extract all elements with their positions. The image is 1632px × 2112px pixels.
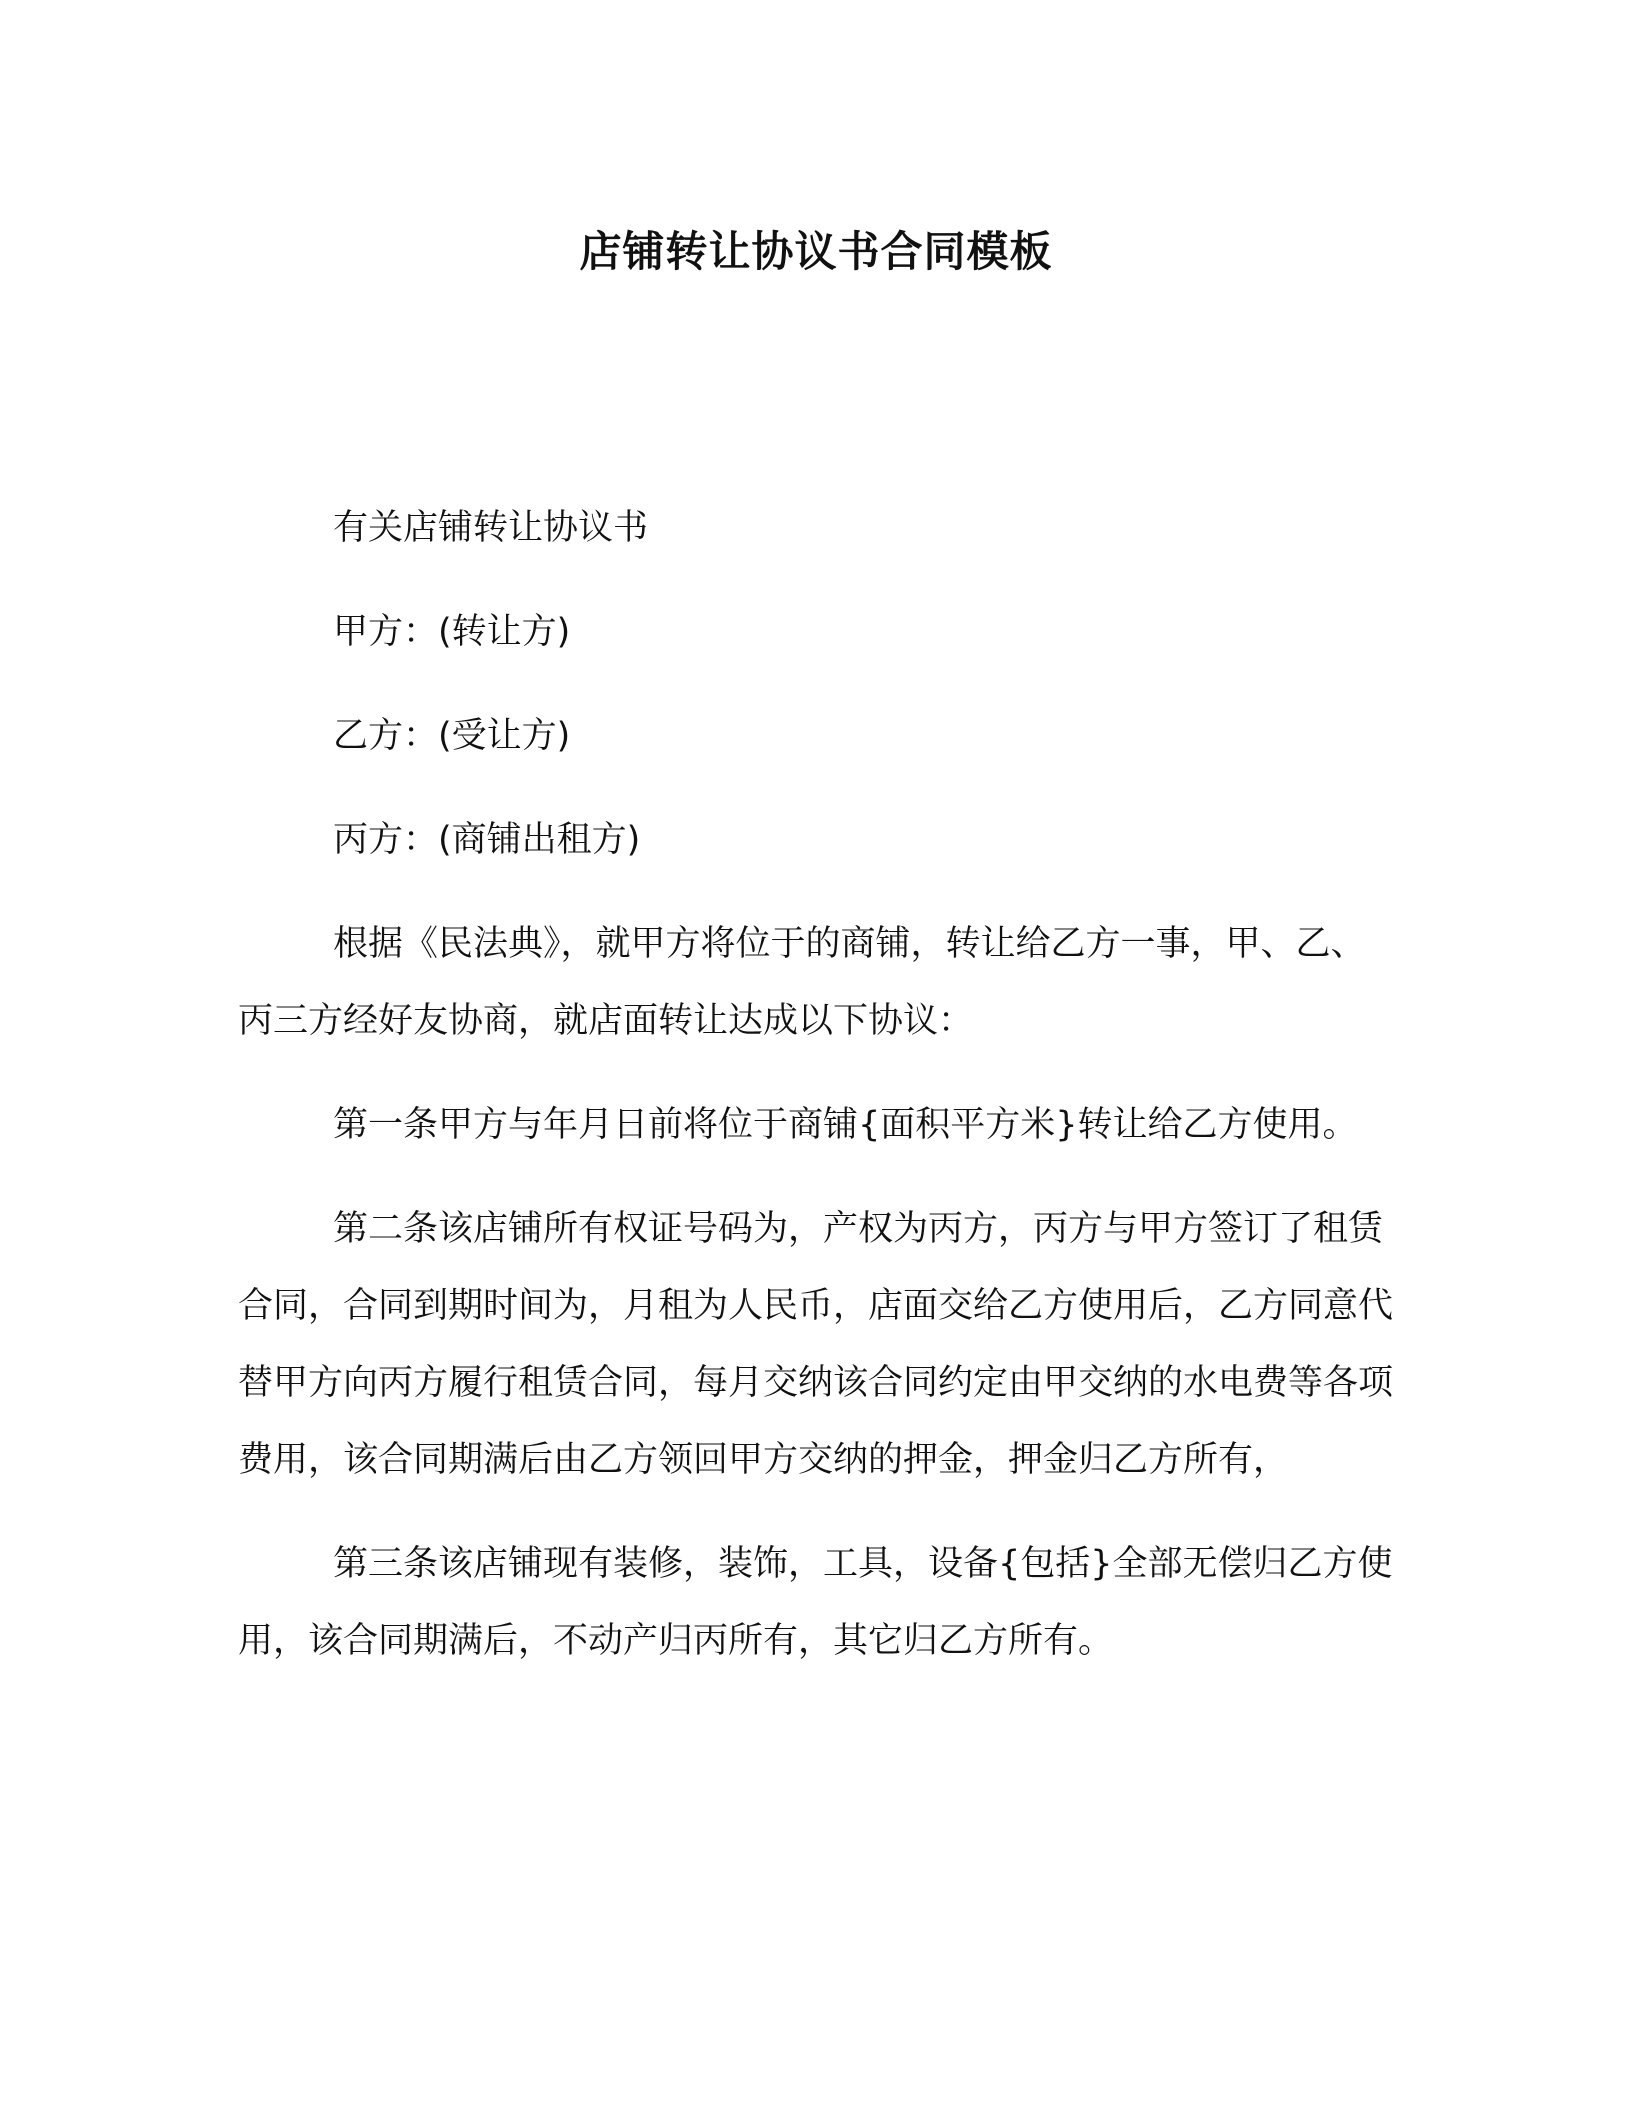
paragraph-preamble: 根据《民法典》，就甲方将位于的商铺，转让给乙方一事，甲、乙、丙三方经好友协商，就店面转让达成以下协议： [238,924,1366,1041]
paragraph-article-1: 第一条甲方与年月日前将位于商铺{面积平方米}转让给乙方使用。 [333,1105,1358,1145]
paragraph-article-2: 第二条该店铺所有权证号码为，产权为丙方，丙方与甲方签订了租赁合同，合同到期时间为，月租为人民币，店面交给乙方使用后，乙方同意代替甲方向丙方履行租赁合同，每月交纳该合同约定由甲交纳的水电费等各项费用，该合同期满后由乙方领回甲方交纳的押金，押金归乙方所有， [238,1209,1394,1480]
paragraph-article-3: 第三条该店铺现有装修，装饰，工具，设备{包括}全部无偿归乙方使用，该合同期满后，不动产归丙所有，其它归乙方所有。 [238,1544,1393,1661]
paragraph-heading: 有关店铺转让协议书 [333,508,649,548]
paragraph-party-b: 乙方：(受让方) [333,716,571,756]
paragraph-party-a: 甲方：(转让方) [333,612,571,652]
paragraph-party-c: 丙方：(商铺出租方) [333,820,641,860]
document-body [238,490,1398,1680]
document-title: 店铺转让协议书合同模板 [579,227,1053,276]
